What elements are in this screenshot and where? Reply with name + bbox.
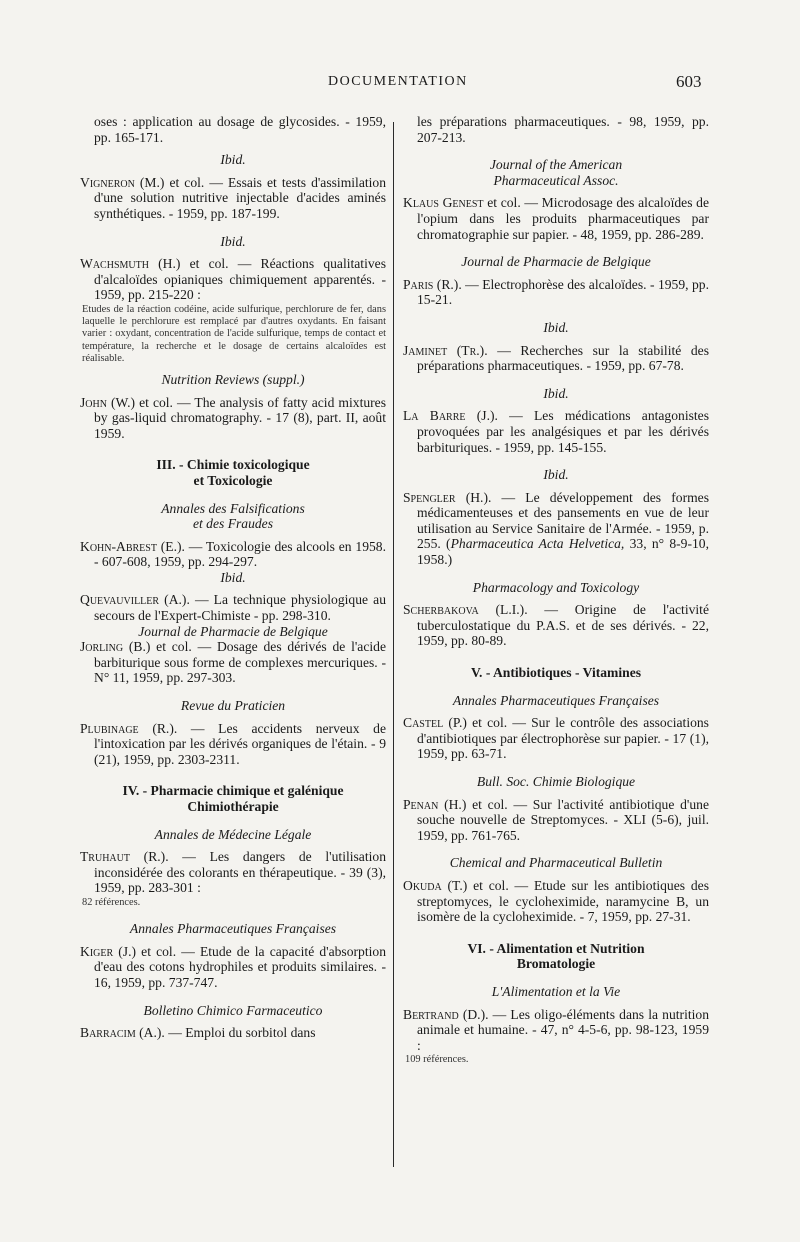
- bibliography-entry: La Barre (J.). — Les médications antagonistes provoquées par les analgésiques et par les dérivés barbituriques. - 1959, pp. 145-155.: [403, 408, 709, 455]
- entry-author: Kohn-Abrest (E.): [80, 538, 182, 554]
- entry-author: Okuda (T.): [403, 877, 468, 893]
- bibliography-entry: Vigneron (M.) et col. — Essais et tests d'assimilation d'une solution nutritive injectable d'acides aminés synthétiques. - 1959, pp. 187-199.: [80, 174, 387, 221]
- source-title: Nutrition Reviews (suppl.): [161, 371, 305, 387]
- entry-author: Vigneron (M.): [80, 174, 165, 190]
- entry-author: Kiger (J.): [80, 943, 137, 959]
- source-title: Annales des Falsifications et des Fraudes: [161, 500, 305, 532]
- entry-author: Jorling (B.): [80, 639, 151, 655]
- bibliography-entry: Barracim (A.). — Emploi du sorbitol dans: [80, 1025, 316, 1041]
- entry-author: Spengler (H.): [403, 489, 488, 505]
- entry-author: Bertrand (D.): [403, 1006, 486, 1022]
- bibliography-entry: Kiger (J.) et col. — Etude de la capacité d'absorption d'eau des cotons hydrophiles et produits similaires. - 16, 1959, pp. 737-747.: [80, 943, 386, 990]
- entry-author: Scherbakova (L.I.): [403, 602, 525, 618]
- entry-abstract: 109 références.: [405, 1054, 469, 1066]
- section-heading: V. - Antibiotiques - Vitamines: [470, 665, 642, 681]
- column-divider: [393, 122, 394, 1167]
- section-heading: III. - Chimie toxicologique et Toxicologie: [156, 457, 310, 488]
- entry-author: Klaus Genest: [403, 195, 484, 211]
- bibliography-entry: Jorling (B.) et col. — Dosage des dérivés de l'acide barbiturique sous forme de complexes mercuriques. - N° 11, 1959, pp. 297-303.: [80, 639, 386, 686]
- source-title: Ibid.: [220, 569, 246, 585]
- source-title: Revue du Praticien: [180, 698, 286, 714]
- entry-author: Jaminet (Tr.): [403, 342, 485, 358]
- bibliography-entry: John (W.) et col. — The analysis of fatty acid mixtures by gas-liquid chromatography. - 17 (8), part. II, août 1959.: [80, 394, 386, 441]
- bibliography-entry: Penan (H.) et col. — Sur l'activité antibiotique d'une souche nouvelle de Streptomyces. - XLI (5-6), juil. 1959, pp. 761-765.: [403, 796, 709, 843]
- bibliography-entry: Okuda (T.) et col. — Etude sur les antibiotiques des streptomyces, le cycloheximide, naramycine B, un isomère de la cycloheximide. - 7, 1959, pp. 27-31.: [403, 877, 709, 925]
- source-title: Journal of the American Pharmaceutical Assoc.: [489, 157, 623, 188]
- right-column: [403, 114, 709, 1067]
- source-title: Chemical and Pharmaceutical Bulletin: [449, 855, 663, 871]
- source-title: Pharmacology and Toxicology: [472, 579, 640, 595]
- bibliography-entry: Klaus Genest et col. — Microdosage des alcaloïdes de l'opium dans les produits pharmaceutiques par chromatographie sur papier. - 48, 1959, pp. 286-289.: [403, 195, 709, 242]
- entry-abstract: Etudes de la réaction codéine, acide sulfurique, perchlorure de fer, dans laquelle le perchlorure est remplacé par d'autres oxydants. En faisant varier : oxydant, concentration de l'acide sulfurique, temps de contact et température, la recherche et le dosage de certains alcaloïdes est réalisable.: [82, 303, 386, 364]
- source-title: Annales de Médecine Légale: [154, 826, 312, 842]
- source-title: Annales Pharmaceutiques Françaises: [452, 692, 660, 708]
- source-title: Ibid.: [220, 152, 246, 168]
- source-title: Ibid.: [543, 467, 569, 483]
- entry-continuation: oses : application au dosage de glycosides. - 1959, pp. 165-171.: [94, 114, 386, 145]
- entry-author: John (W.): [80, 394, 136, 410]
- entry-author: La Barre (J.): [403, 408, 495, 424]
- entry-abstract: 82 références.: [82, 896, 141, 908]
- bibliography-entry: Bertrand (D.). — Les oligo-éléments dans la nutrition animale et humaine. - 47, n° 4-5-6, pp. 98-123, 1959 :: [403, 1006, 709, 1053]
- entry-author: Quevauviller (A.): [80, 592, 187, 608]
- left-column: [80, 114, 386, 1041]
- source-title: Ibid.: [543, 385, 569, 401]
- section-heading: VI. - Alimentation et Nutrition Bromatologie: [467, 940, 645, 972]
- running-title: DOCUMENTATION: [328, 74, 468, 89]
- section-heading: IV. - Pharmacie chimique et galénique Chimiothérapie: [122, 783, 344, 815]
- source-title: Annales Pharmaceutiques Françaises: [129, 921, 337, 937]
- bibliography-entry: Spengler (H.). — Le développement des formes médicamenteuses et des pansements en vue de leur utilisation au Service Sanitaire de l'Armée. - 1959, p. 255. (Pharmaceutica Acta Helvetica, 33, n° 8-9-10, 1958.): [403, 489, 709, 568]
- bibliography-entry: Wachsmuth (H.) et col. — Réactions qualitatives d'alcaloïdes opianiques chimiquement apparentés. - 1959, pp. 215-220 :: [80, 256, 386, 303]
- source-title: Bolletino Chimico Farmaceutico: [143, 1002, 323, 1018]
- source-title: Ibid.: [543, 319, 569, 335]
- source-title: L'Alimentation et la Vie: [491, 983, 621, 999]
- bibliography-entry: Quevauviller (A.). — La technique physiologique au secours de l'Expert-Chimiste - pp. 298-310.: [80, 592, 386, 624]
- bibliography-entry: Scherbakova (L.I.). — Origine de l'activité tuberculostatique du P.A.S. et de ses dérivés. - 22, 1959, pp. 80-89.: [403, 602, 709, 649]
- bibliography-entry: Jaminet (Tr.). — Recherches sur la stabilité des préparations pharmaceutiques. - 1959, pp. 67-78.: [403, 342, 709, 374]
- entry-author: Plubinage (R.): [80, 720, 174, 736]
- entry-author: Truhaut (R.): [80, 849, 166, 865]
- entry-author: Wachsmuth (H.): [80, 256, 181, 272]
- bibliography-entry: Paris (R.). — Electrophorèse des alcaloïdes. - 1959, pp. 15-21.: [403, 276, 710, 308]
- bibliography-entry: Kohn-Abrest (E.). — Toxicologie des alcools en 1958. - 607-608, 1959, pp. 294-297.: [80, 538, 386, 570]
- bibliography-entry: Truhaut (R.). — Les dangers de l'utilisation inconsidérée des colorants en thérapeutique. - 39 (3), 1959, pp. 283-301 :: [80, 849, 386, 896]
- bibliography-entry: Plubinage (R.). — Les accidents nerveux de l'intoxication par les dérivés organiques de l'étain. - 9 (21), 1959, pp. 2303-2311.: [80, 720, 386, 767]
- source-title: Bull. Soc. Chimie Biologique: [476, 774, 636, 789]
- source-title: Journal de Pharmacie de Belgique: [461, 254, 651, 270]
- entry-continuation: les préparations pharmaceutiques. - 98, 1959, pp. 207-213.: [417, 114, 709, 145]
- bibliography-entry: Castel (P.) et col. — Sur le contrôle des associations d'antibiotiques par électrophorèse sur papier. - 17 (1), 1959, pp. 63-71.: [403, 715, 709, 762]
- source-title: Ibid.: [220, 233, 246, 249]
- running-head: [0, 72, 800, 96]
- source-title: Journal de Pharmacie de Belgique: [138, 623, 328, 639]
- entry-author: Barracim (A.): [80, 1025, 162, 1041]
- entry-author: Paris (R.): [403, 276, 459, 292]
- entry-author: Castel (P.): [403, 715, 467, 731]
- entry-author: Penan (H.): [403, 796, 467, 812]
- page-number: 603: [676, 72, 702, 91]
